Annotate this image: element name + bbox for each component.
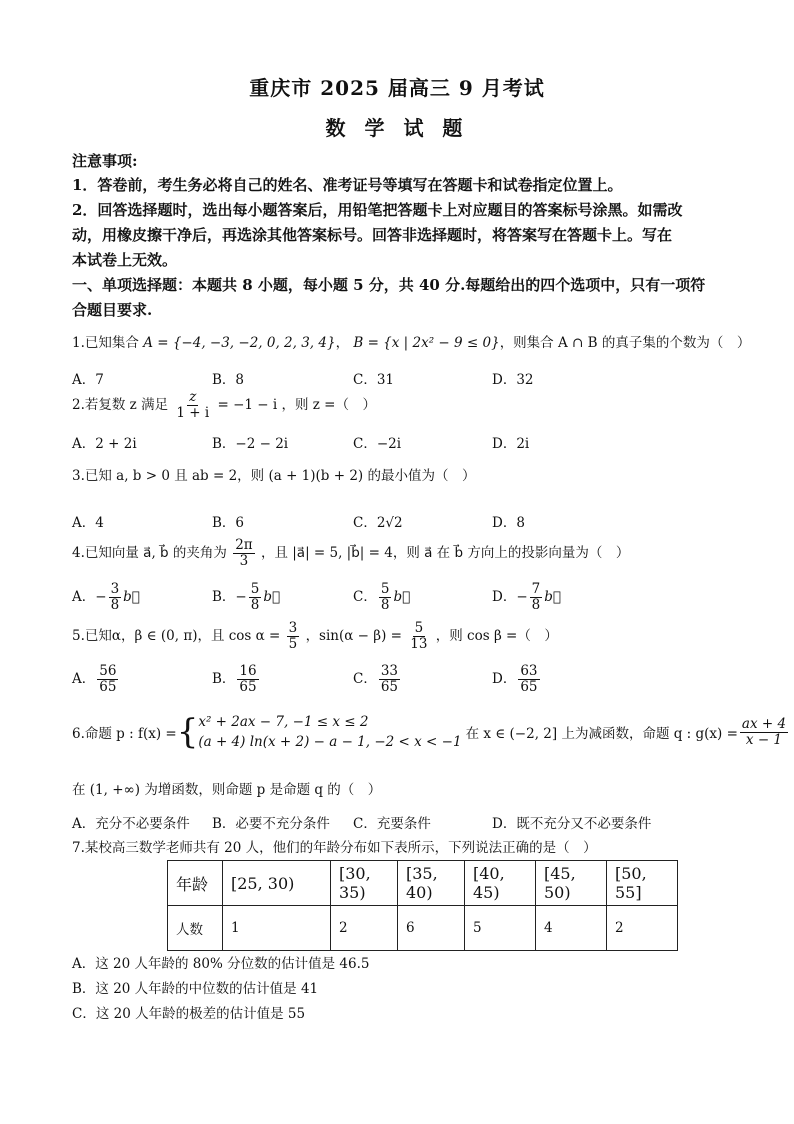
q1-option-d: D．32 (492, 372, 534, 388)
q6-option-a: A．充分不必要条件 (72, 816, 190, 832)
section-heading-line-2: 合题目要求. (72, 301, 153, 319)
q6-fraction (740, 717, 788, 748)
q1-set-b: B = {x | 2x² − 9 ≤ 0} (353, 335, 500, 351)
table-cell: [25, 30) (223, 861, 331, 906)
table-cell: 4 (536, 906, 607, 951)
page-subtitle: 数 学 试 题 (325, 116, 469, 140)
q4-option-a-label: A． (72, 589, 96, 605)
q2-option-b: B．−2 − 2i (212, 436, 289, 452)
q4-option-b-label: B． (212, 589, 236, 605)
table-cell: [30, 35) (331, 861, 398, 906)
question-3: 3.已知 a, b > 0 且 ab = 2，则 (a + 1)(b + 2) 的最小值为（ ） (72, 468, 476, 484)
q5-option-d-den: 65 (520, 679, 538, 695)
q4-option-d-label: D． (492, 589, 517, 605)
q4-option-b-sign: − (235, 589, 247, 605)
question-1: 1.已知集合 A = {−4, −3, −2, 0, 2, 3, 4}， B = {x | 2x² − 9 ≤ 0}，则集合 A ∩ B 的真子集的个数为（ ） (72, 335, 751, 351)
question-4 (72, 538, 629, 569)
q4-rest: ，且 |a⃗| = 5, |b⃗| = 4，则 a⃗ 在 b⃗ 方向上的投影向量为（ ） (260, 545, 630, 561)
table-row (168, 906, 678, 951)
q5-denominator-1: 5 (288, 636, 298, 652)
q6-prefix: 6.命题 p : f(x) = (72, 726, 177, 742)
q5-option-a-label: A． (72, 671, 96, 687)
q7-option-c: C．这 20 人年龄的极差的估计值是 55 (72, 1006, 306, 1022)
q1-prefix: 1.已知集合 (72, 335, 139, 351)
q5-option-b-fraction (237, 664, 258, 695)
q5-option-c-num: 33 (380, 663, 399, 679)
page-title: 重庆市 2025 届高三 9 月考试 (249, 76, 545, 100)
q5-numerator-2: 5 (414, 620, 424, 636)
q5-option-b-den: 65 (239, 679, 257, 695)
q4-fraction (233, 538, 254, 569)
table-cell: 人数 (168, 906, 223, 951)
q5-option-a (72, 664, 120, 695)
q4-option-a-sign: − (95, 589, 107, 605)
q6-option-c: C．充要条件 (353, 816, 431, 832)
q4-option-d-den: 8 (531, 597, 541, 613)
table-cell: 6 (398, 906, 465, 951)
q7-option-a: A．这 20 人年龄的 80% 分位数的估计值是 46.5 (72, 956, 370, 972)
q4-prefix: 4.已知向量 a⃗, b⃗ 的夹角为 (72, 545, 227, 561)
q6-brace: { (176, 712, 199, 752)
q2-rest: = −1 − i ，则 z =（ ） (217, 397, 376, 413)
q4-option-b-vector: b⃗ (263, 589, 281, 605)
q5-option-b-label: B． (212, 671, 236, 687)
notice-heading: 注意事项: (72, 152, 138, 170)
q4-option-a-den: 8 (110, 597, 120, 613)
q6-case-2: (a + 4) ln(x + 2) − a − 1, −2 < x < −1 (198, 734, 462, 750)
q6-cases (198, 712, 461, 752)
q6-line-2: 在 (1, +∞) 为增函数，则命题 p 是命题 q 的（ ） (72, 782, 382, 798)
q5-option-d (492, 664, 542, 695)
q3-option-c: C．2√2 (353, 515, 403, 531)
q2-numerator: z (189, 389, 197, 405)
table-cell: 2 (331, 906, 398, 951)
q4-option-c-num: 5 (380, 581, 390, 597)
q5-option-b (212, 664, 261, 695)
question-5 (72, 621, 558, 652)
q5-fraction-2 (408, 621, 429, 652)
q4-option-d-num: 7 (531, 581, 541, 597)
q2-prefix: 2.若复数 z 满足 (72, 397, 169, 413)
q5-option-d-num: 63 (520, 663, 538, 679)
q4-option-c-label: C． (353, 589, 377, 605)
q6-mid: 在 x ∈ (−2, 2] 上为减函数，命题 q : g(x) = (465, 726, 738, 742)
age-distribution-table (167, 860, 678, 951)
section-heading-line-1: 一、单项选择题：本题共 8 小题，每小题 5 分，共 40 分.每题给出的四个选项中，只有一项符 (72, 276, 706, 294)
notice-item-2-line-1: 2．回答选择题时，选出每小题答案后，用铅笔把答题卡上对应题目的答案标号涂黑。如需改 (72, 201, 683, 219)
table-cell: 1 (223, 906, 331, 951)
q1-set-a: A = {−4, −3, −2, 0, 2, 3, 4} (143, 335, 336, 351)
q4-numerator: 2π (235, 537, 253, 553)
question-7: 7.某校高三数学老师共有 20 人，他们的年龄分布如下表所示，下列说法正确的是（ ） (72, 840, 597, 856)
q6-numerator: ax + 4 (741, 715, 787, 732)
q5-numerator-1: 3 (288, 620, 298, 636)
q4-option-d (492, 582, 561, 613)
q5-option-c (353, 664, 402, 695)
q2-option-c: C．−2i (353, 436, 402, 452)
q2-option-d: D．2i (492, 436, 530, 452)
q5-option-c-fraction (379, 664, 400, 695)
q4-option-c-vector: b⃗ (393, 589, 411, 605)
q2-option-a: A．2 + 2i (72, 436, 137, 452)
q3-option-d: D．8 (492, 515, 525, 531)
table-cell: 5 (465, 906, 536, 951)
q6-option-d: D．既不充分又不必要条件 (492, 816, 652, 832)
q5-fraction-1 (287, 621, 300, 652)
q6-case-1: x² + 2ax − 7, −1 ≤ x ≤ 2 (198, 714, 369, 730)
q5-option-a-num: 56 (99, 663, 117, 679)
q4-option-d-vector: b⃗ (544, 589, 561, 605)
q1-option-c: C．31 (353, 372, 395, 388)
q3-option-a: A．4 (72, 515, 104, 531)
q4-denominator: 3 (239, 553, 249, 569)
question-6 (72, 712, 790, 752)
q7-option-b: B．这 20 人年龄的中位数的估计值是 41 (72, 981, 319, 997)
q5-mid: ，sin(α − β) = (305, 628, 402, 644)
q4-option-b (212, 582, 280, 613)
q6-option-b: B．必要不充分条件 (212, 816, 330, 832)
q4-option-b-num: 5 (250, 581, 260, 597)
table-cell: 年龄 (168, 861, 223, 906)
q2-fraction (174, 390, 211, 421)
q4-option-c (353, 582, 410, 613)
table-cell: [45, 50) (536, 861, 607, 906)
q5-prefix: 5.已知α，β ∈ (0, π)，且 cos α = (72, 628, 281, 644)
table-header-row (168, 861, 678, 906)
q1-suffix: ，则集合 A ∩ B 的真子集的个数为（ ） (499, 335, 751, 351)
q4-option-b-den: 8 (250, 597, 260, 613)
notice-item-1: 1．答卷前，考生务必将自己的姓名、准考证号等填写在答题卡和试卷指定位置上。 (72, 176, 623, 194)
q6-denominator: x − 1 (745, 731, 783, 748)
q4-option-c-den: 8 (380, 597, 390, 613)
table-cell: [40, 45) (465, 861, 536, 906)
q5-rest: ，则 cos β =（ ） (435, 628, 558, 644)
notice-item-2-line-3: 本试卷上无效。 (72, 251, 178, 269)
q5-option-d-label: D． (492, 671, 517, 687)
q4-option-d-fraction (530, 582, 543, 613)
q4-option-a-num: 3 (110, 581, 120, 597)
q5-option-d-fraction (518, 664, 539, 695)
q1-option-a: A．7 (72, 372, 104, 388)
q5-option-c-den: 65 (380, 679, 399, 695)
q5-option-a-fraction (97, 664, 118, 695)
notice-item-2-line-2: 动，用橡皮擦干净后，再选涂其他答案标号。回答非选择题时，将答案写在答题卡上。写在 (72, 226, 673, 244)
table-cell: [50, 55] (607, 861, 678, 906)
question-2 (72, 390, 376, 421)
table-cell: 2 (607, 906, 678, 951)
q1-option-b: B．8 (212, 372, 245, 388)
q5-denominator-2: 13 (410, 636, 428, 652)
table-cell: [35, 40) (398, 861, 465, 906)
q4-option-a-vector: b⃗ (123, 589, 140, 605)
q5-option-a-den: 65 (99, 679, 117, 695)
q2-denominator: 1 + i (176, 405, 210, 421)
q5-option-b-num: 16 (239, 663, 257, 679)
q4-option-a (72, 582, 140, 613)
q3-option-b: B．6 (212, 515, 245, 531)
q4-option-c-fraction (379, 582, 392, 613)
q4-option-d-sign: − (516, 589, 528, 605)
q4-option-a-fraction (109, 582, 122, 613)
q5-option-c-label: C． (353, 671, 377, 687)
q4-option-b-fraction (249, 582, 262, 613)
